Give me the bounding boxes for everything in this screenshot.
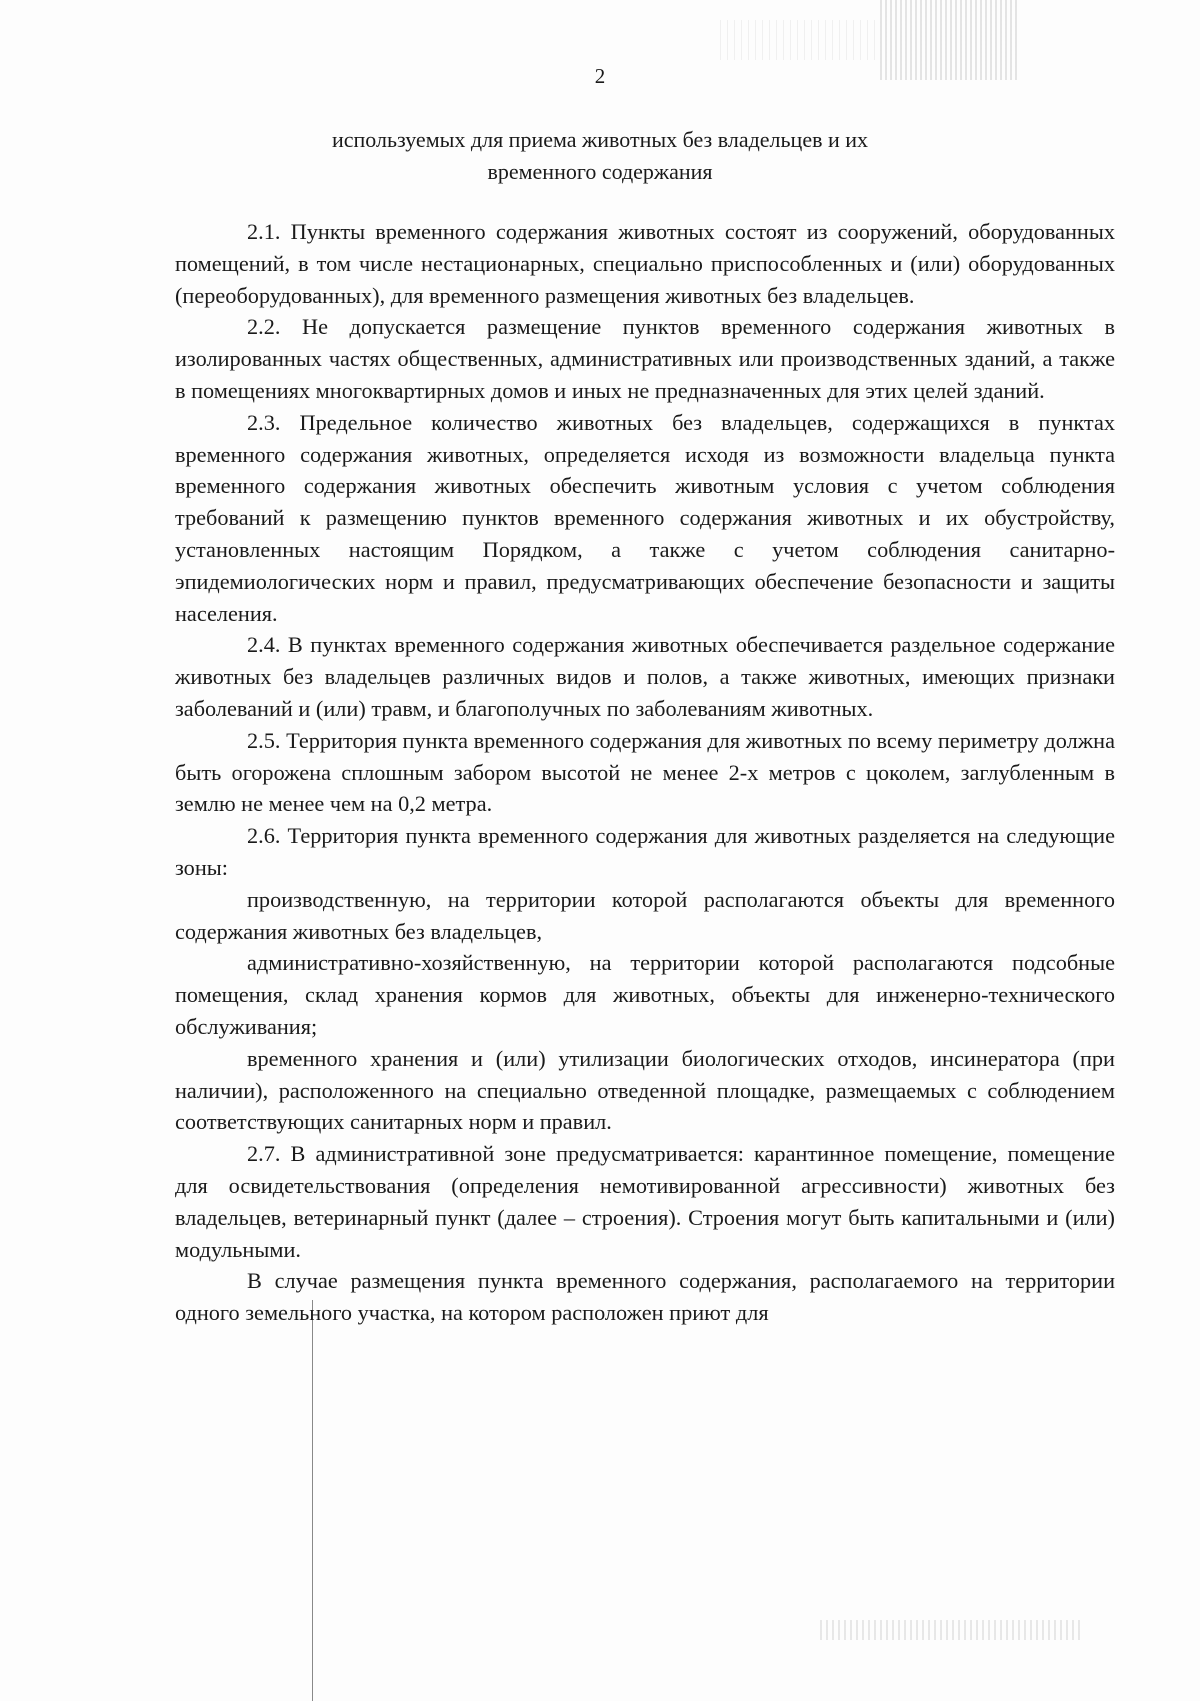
zone-waste: временного хранения и (или) утилизации биологических отходов, инсинератора (при наличии), расположенного на специально отведенной площадке, размещаемых с соблюдением соответствующих санитарных норм и правил. (175, 1045, 1115, 1135)
zone-production: производственную, на территории которой располагаются объекты для временного содержания животных без владельцев, (175, 886, 1115, 944)
page-number: 2 (594, 64, 606, 88)
paragraph-2-5: 2.5. Территория пункта временного содержания для животных по всему периметру должна быть огорожена сплошным забором высотой не менее 2-х метров с цоколем, заглубленным в землю не менее чем на 0,2 метра. (175, 727, 1115, 817)
paragraph-2-1: 2.1. Пункты временного содержания животных состоят из сооружений, оборудованных помещений, в том числе нестационарных, специально приспособленных и (или) оборудованных (переоборудованных), для временного размещения животных без владельцев. (175, 219, 1115, 308)
heading-line: временного содержания (487, 159, 713, 184)
paragraph-continuation: В случае размещения пункта временного содержания, располагаемого на территории одного земельного участка, на котором расположен приют для (175, 1268, 1115, 1326)
scan-line (312, 1300, 313, 1701)
paragraph-2-4: 2.4. В пунктах временного содержания животных обеспечивается раздельное содержание животных без владельцев различных видов и полов, а также животных, имеющих признаки заболеваний и (или) травм, и благополучных по заболеваниям животных. (175, 632, 1115, 721)
heading-line: используемых для приема животных без владельцев и их (331, 127, 869, 152)
paragraph-2-6: 2.6. Территория пункта временного содержания для животных разделяется на следующие зоны: (175, 823, 1115, 880)
paragraph-2-2: 2.2. Не допускается размещение пунктов временного содержания животных в изолированных частях общественных, административных или производственных зданий, а также в помещениях многоквартирных домов и иных не предназначенных для этих целей зданий. (175, 314, 1115, 403)
paragraph-2-3: 2.3. Предельное количество животных без владельцев, содержащихся в пунктах временного содержания животных, определяется исходя из возможности владельца пункта временного содержания животных обеспечить животным условия с учетом соблюдения требований к размещению пунктов временного содержания животных и их обустройству, установленных настоящим Порядком, а также с учетом соблюдения санитарно-эпидемиологических норм и правил, предусматривающих обеспечение безопасности и защиты населения. (175, 409, 1115, 626)
section-heading (200, 124, 1000, 188)
scan-noise (820, 1620, 1080, 1640)
document-body (175, 216, 1115, 1329)
zone-administrative: административно-хозяйственную, на территории которой располагаются подсобные помещения, склад хранения кормов для животных, объекты для инженерно-технического обслуживания; (175, 950, 1115, 1039)
scan-noise (720, 20, 880, 60)
paragraph-2-7: 2.7. В административной зоне предусматривается: карантинное помещение, помещение для освидетельствования (определения немотивированной агрессивности) животных без владельцев, ветеринарный пункт (далее – строения). Строения могут быть капитальными и (или) модульными. (175, 1141, 1115, 1262)
